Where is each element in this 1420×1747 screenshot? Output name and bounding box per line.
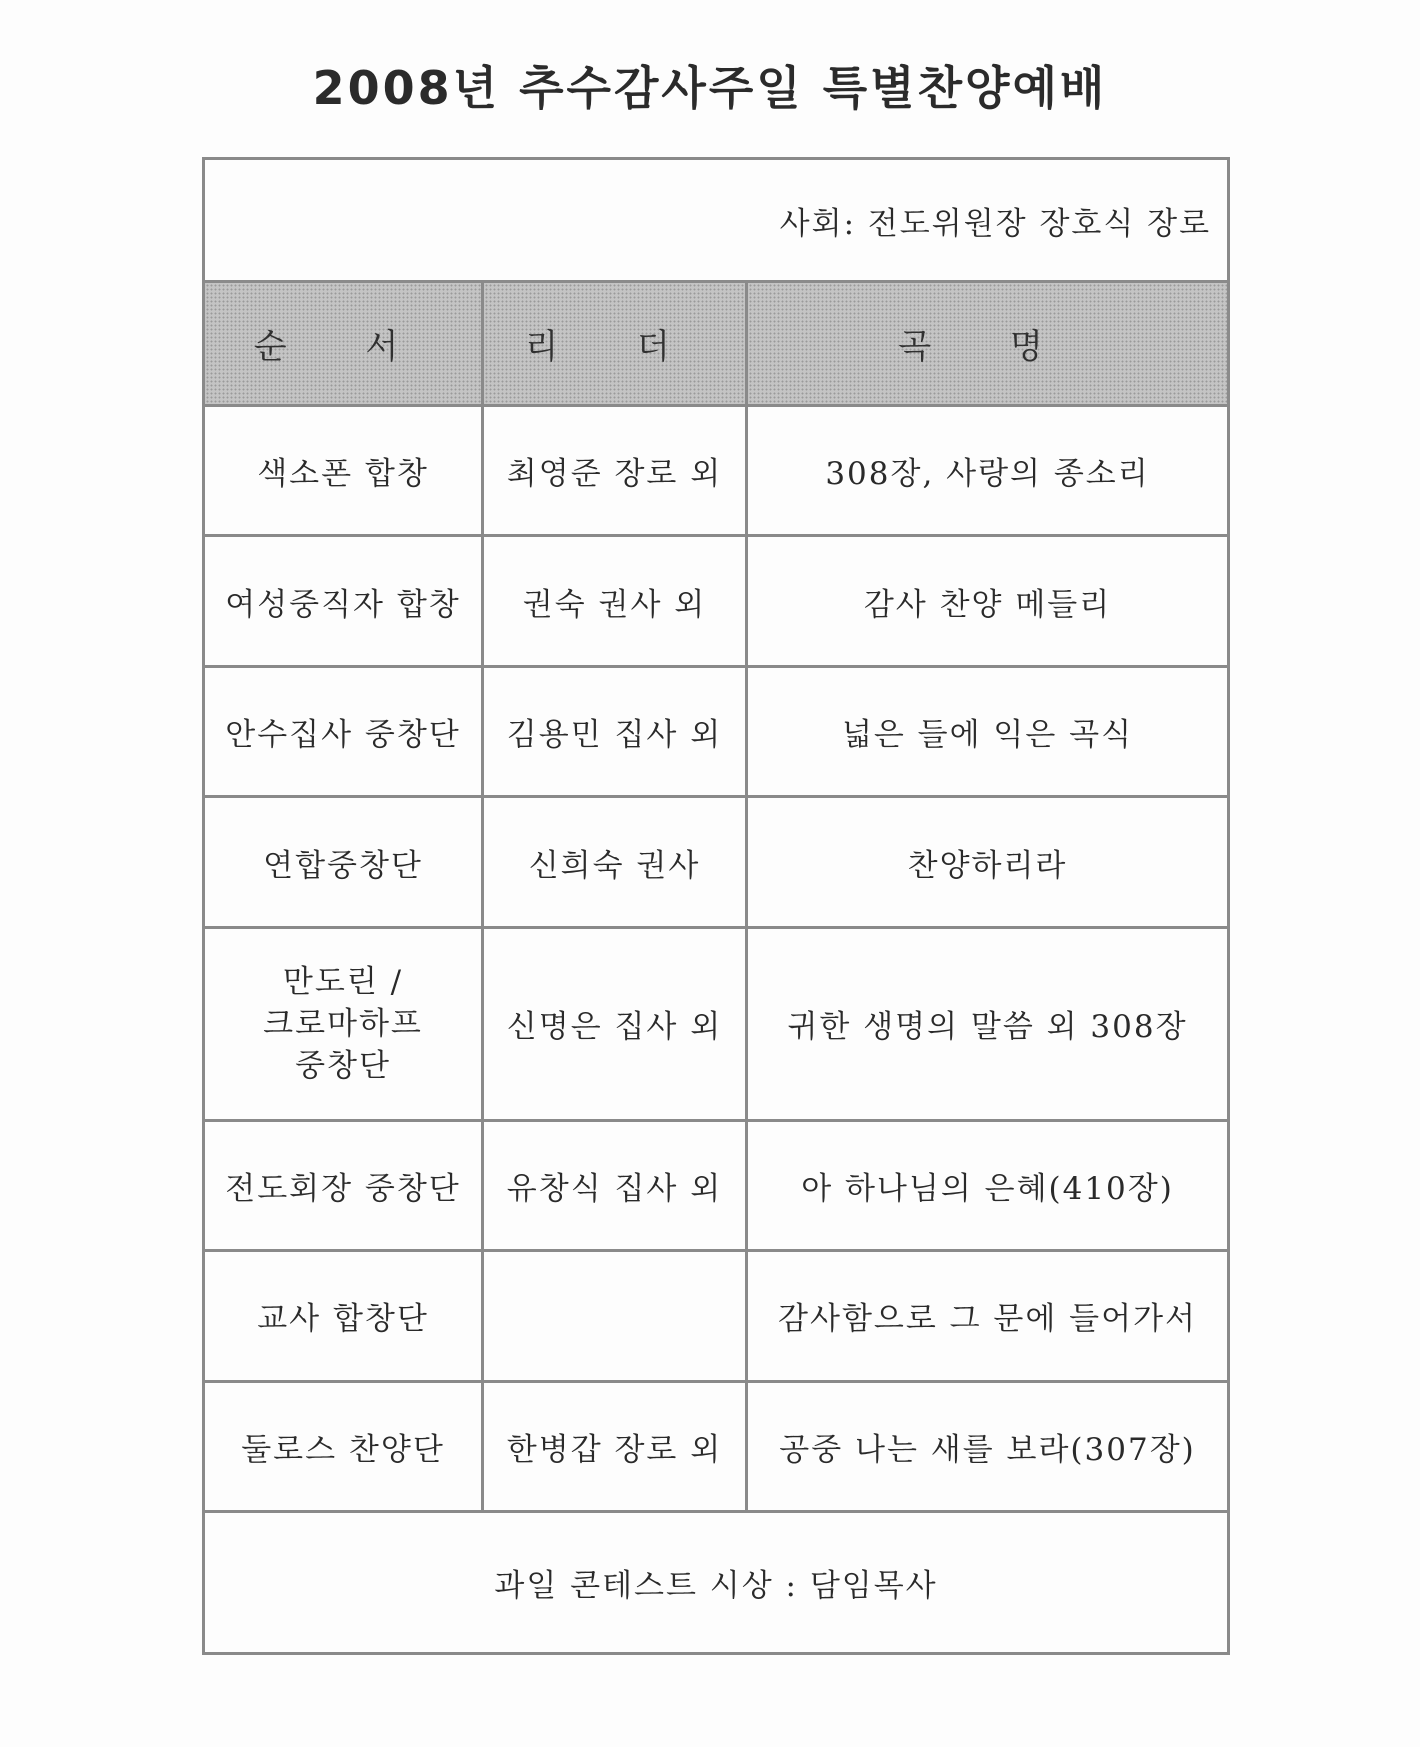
table-row: [204, 536, 1229, 667]
order-cell: 여성중직자 합창: [204, 536, 483, 667]
table-header: [204, 282, 1229, 405]
order-cell: 연합중창단: [204, 797, 483, 928]
table-row: [204, 927, 1229, 1120]
leader-cell: 유창식 집사 외: [483, 1120, 747, 1251]
column-header-order: 순 서: [204, 282, 483, 405]
order-cell: 둘로스 찬양단: [204, 1381, 483, 1512]
song-cell: 감사함으로 그 문에 들어가서: [747, 1251, 1229, 1382]
footer-text: 과일 콘테스트 시상 : 담임목사: [204, 1512, 1229, 1654]
song-cell: 공중 나는 새를 보라(307장): [747, 1381, 1229, 1512]
song-cell: 귀한 생명의 말씀 외 308장: [747, 927, 1229, 1120]
column-header-leader: 리 더: [483, 282, 747, 405]
song-cell: 찬양하리라: [747, 797, 1229, 928]
leader-cell: 권숙 권사 외: [483, 536, 747, 667]
host-row: [204, 159, 1229, 282]
host-text: 사회: 전도위원장 장호식 장로: [204, 159, 1229, 282]
column-header-song: 곡 명: [747, 282, 1229, 405]
leader-cell: 한병갑 장로 외: [483, 1381, 747, 1512]
order-cell: 교사 합창단: [204, 1251, 483, 1382]
table-row: [204, 666, 1229, 797]
song-cell: 감사 찬양 메들리: [747, 536, 1229, 667]
song-cell: 아 하나님의 은혜(410장): [747, 1120, 1229, 1251]
song-cell: 308장, 사랑의 종소리: [747, 405, 1229, 536]
leader-cell: [483, 1251, 747, 1382]
order-line: 크로마하프: [263, 1005, 423, 1042]
leader-cell: 신명은 집사 외: [483, 927, 747, 1120]
table-row: [204, 797, 1229, 928]
page-title: 2008년 추수감사주일 특별찬양예배: [312, 61, 1108, 115]
song-cell: 넓은 들에 익은 곡식: [747, 666, 1229, 797]
table-row: [204, 1120, 1229, 1251]
order-cell: 전도회장 중창단: [204, 1120, 483, 1251]
order-cell: [204, 927, 483, 1120]
footer-row: [204, 1512, 1229, 1654]
order-cell: 색소폰 합창: [204, 405, 483, 536]
table-row: [204, 1381, 1229, 1512]
order-line: 만도린 /: [282, 963, 404, 1000]
leader-cell: 김용민 집사 외: [483, 666, 747, 797]
table-row: [204, 405, 1229, 536]
order-cell: 안수집사 중창단: [204, 666, 483, 797]
table-row: [204, 1251, 1229, 1382]
program-table: [202, 157, 1230, 1655]
leader-cell: 신희숙 권사: [483, 797, 747, 928]
leader-cell: 최영준 장로 외: [483, 405, 747, 536]
order-line: 중창단: [295, 1047, 391, 1084]
